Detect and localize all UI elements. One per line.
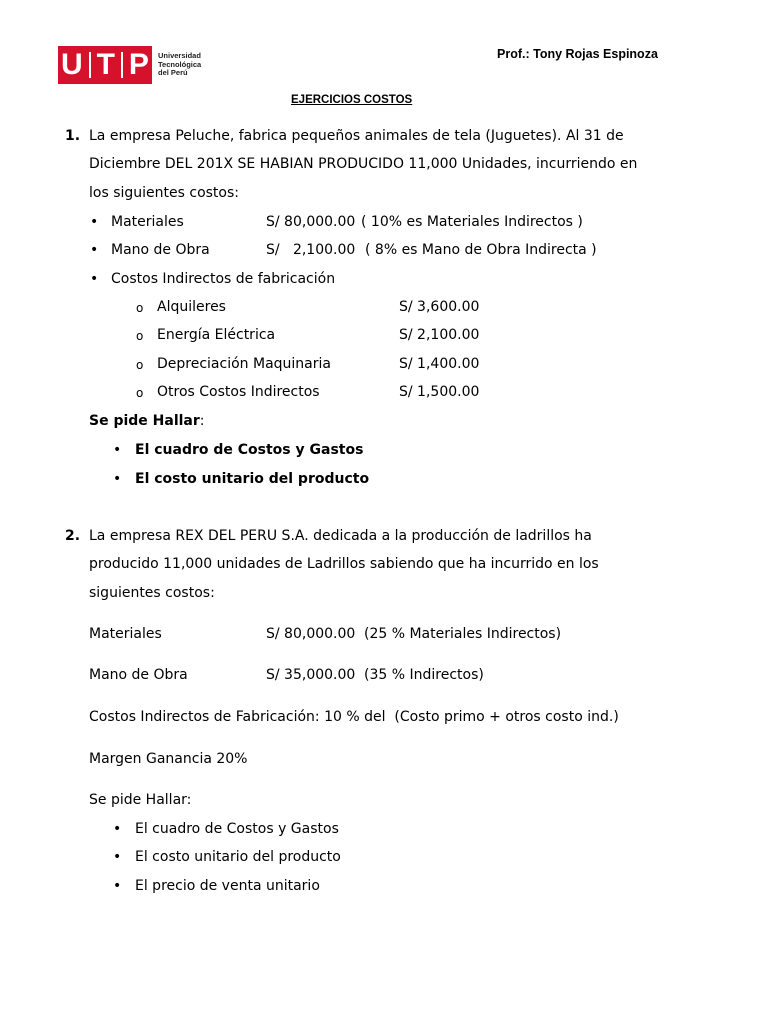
exercise-intro-line: los siguientes costos:: [89, 185, 239, 201]
university-line: Tecnológica: [158, 59, 202, 69]
circle-bullet-icon: o: [136, 329, 144, 343]
cif-item-amount: S/ 3,600.00: [399, 299, 480, 315]
circle-bullet-icon: o: [136, 358, 144, 372]
circle-bullet-icon: o: [136, 386, 144, 400]
cif-item-label: Depreciación Maquinaria: [157, 356, 331, 372]
bullet-icon: •: [90, 214, 99, 230]
logo-letter-t: T: [96, 48, 115, 81]
cif-item-label: Otros Costos Indirectos: [157, 384, 320, 400]
bullet-icon: •: [113, 849, 122, 865]
cost-amount: S/ 80,000.00: [266, 626, 356, 642]
cost-label: Materiales: [89, 626, 162, 642]
cost-label: Materiales: [111, 214, 184, 230]
cost-note: ( 8% es Mano de Obra Indirecta ): [365, 242, 597, 258]
ask-heading: Se pide Hallar:: [89, 792, 192, 808]
exercise-number: 2.: [65, 528, 81, 544]
utp-logo: [58, 46, 201, 84]
cost-amount: S/ 80,000.00: [266, 214, 356, 230]
logo-letter-p: P: [128, 48, 149, 81]
university-line: Universidad: [158, 51, 201, 61]
cost-amount: S/ 35,000.00: [266, 667, 356, 683]
bullet-icon: •: [113, 471, 122, 487]
ask-item: El precio de venta unitario: [135, 878, 320, 894]
ask-label: Se pide Hallar: [89, 413, 200, 429]
logo-letter-u: U: [60, 48, 83, 81]
cif-item-label: Energía Eléctrica: [157, 327, 276, 343]
bullet-icon: •: [113, 442, 122, 458]
cost-note: (25 % Materiales Indirectos): [364, 626, 562, 642]
cif-label: Costos Indirectos de fabricación: [111, 271, 336, 287]
cost-note: ( 10% es Materiales Indirectos ): [361, 214, 583, 230]
university-name: [158, 52, 201, 78]
ask-heading: [89, 412, 205, 430]
exercise-number: 1.: [65, 128, 81, 144]
ask-item: El costo unitario del producto: [135, 471, 370, 487]
bullet-icon: •: [90, 242, 99, 258]
cost-note: (35 % Indirectos): [364, 667, 484, 683]
cost-label: Mano de Obra: [89, 667, 188, 683]
bullet-icon: •: [90, 271, 99, 287]
ask-item: El cuadro de Costos y Gastos: [135, 442, 364, 458]
page-title: EJERCICIOS COSTOS: [291, 94, 413, 106]
bullet-icon: •: [113, 878, 122, 894]
circle-bullet-icon: o: [136, 301, 144, 315]
ask-item: El costo unitario del producto: [135, 849, 341, 865]
cif-item-label: Alquileres: [157, 299, 226, 315]
ask-colon: :: [199, 413, 205, 429]
university-line: del Perú: [158, 68, 188, 78]
cif-item-amount: S/ 2,100.00: [399, 327, 480, 343]
cif-item-amount: S/ 1,400.00: [399, 356, 480, 372]
margin-line: Margen Ganancia 20%: [89, 751, 248, 767]
exercise-intro-line: producido 11,000 unidades de Ladrillos sabiendo que ha incurrido en los: [89, 556, 599, 572]
ask-item: El cuadro de Costos y Gastos: [135, 821, 339, 837]
cost-label: Mano de Obra: [111, 242, 210, 258]
exercise-intro-line: La empresa Peluche, fabrica pequeños animales de tela (Juguetes). Al 31 de: [89, 128, 624, 144]
exercise-intro-line: La empresa REX DEL PERU S.A. dedicada a la producción de ladrillos ha: [89, 528, 592, 544]
cost-amount: S/ 2,100.00: [266, 242, 356, 258]
exercise-intro-line: siguientes costos:: [89, 585, 215, 601]
cif-line: Costos Indirectos de Fabricación: 10 % del (Costo primo + otros costo ind.): [89, 709, 619, 725]
exercise-intro-line: Diciembre DEL 201X SE HABIAN PRODUCIDO 11,000 Unidades, incurriendo en: [89, 156, 638, 172]
professor-name: Prof.: Tony Rojas Espinoza: [497, 47, 658, 61]
utp-logo-box: [58, 46, 152, 84]
cif-item-amount: S/ 1,500.00: [399, 384, 480, 400]
bullet-icon: •: [113, 821, 122, 837]
